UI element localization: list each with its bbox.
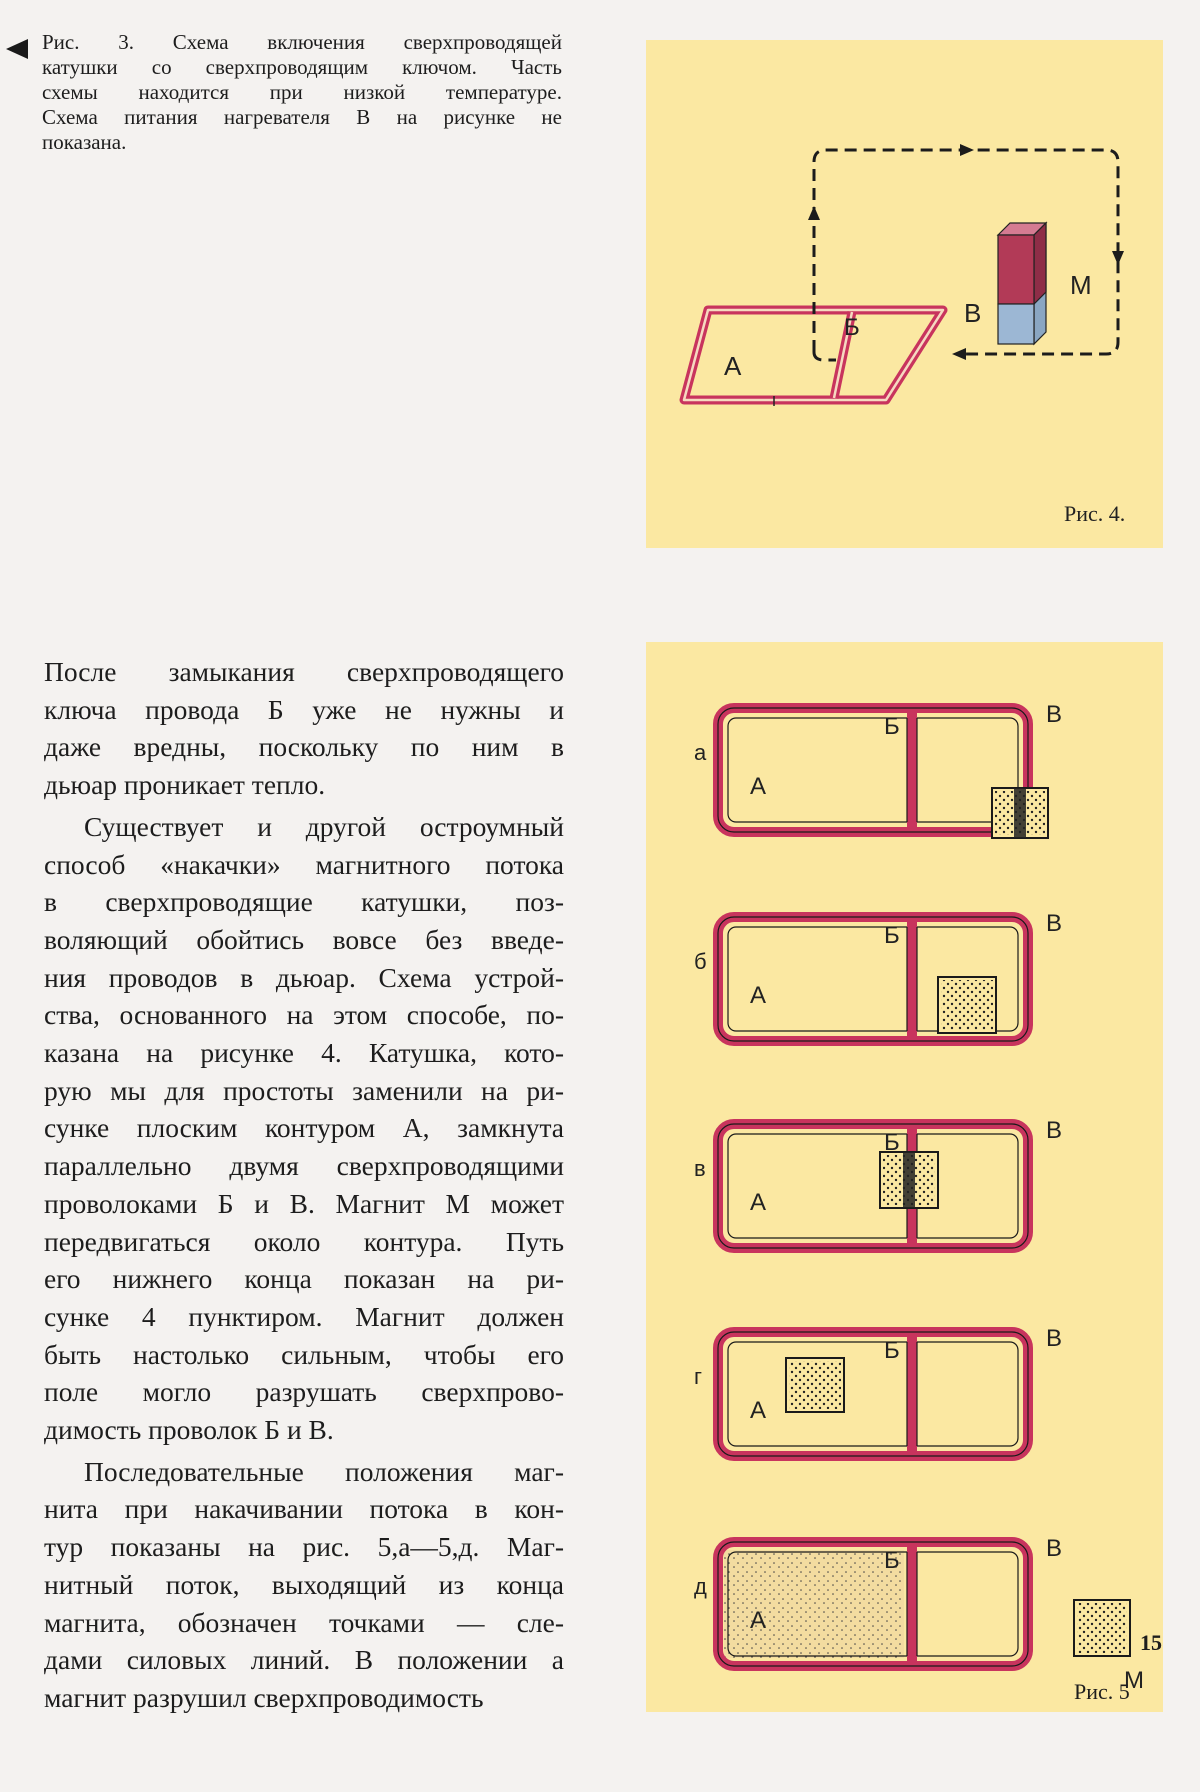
wire-b	[907, 1334, 917, 1454]
label-b: Б	[884, 1337, 900, 1364]
text-line: дьюар проникает тепло.	[44, 769, 326, 801]
magnet-m	[998, 223, 1046, 344]
fig5-row-1	[694, 910, 1062, 1041]
arrow-down-icon	[1112, 251, 1124, 265]
caption-line: катушки со сверхпроводящим ключом. Часть	[42, 55, 562, 79]
figure-3-caption	[42, 30, 562, 155]
label-v: В	[1046, 1535, 1063, 1562]
fig5-row-0	[694, 701, 1062, 838]
label-v: В	[1046, 1325, 1063, 1352]
fig5-row-2	[694, 1117, 1062, 1248]
text-line: параллельно двумя сверхпроводящими	[44, 1150, 564, 1182]
arrow-right-icon	[960, 144, 974, 156]
loop-outline	[718, 1332, 1028, 1456]
label-a: А	[750, 773, 767, 800]
wire-b	[907, 919, 917, 1039]
label-v: В	[964, 298, 982, 328]
label-v: В	[1046, 910, 1063, 937]
label-b: Б	[844, 314, 860, 341]
text-line: его нижнего конца показан на ри-	[44, 1263, 564, 1295]
caption-line: Рис. 3. Схема включения сверхпроводящей	[42, 30, 562, 54]
text-line: дами силовых линий. В положении а	[44, 1644, 564, 1676]
label-a: А	[750, 1189, 767, 1216]
paragraph	[44, 808, 564, 1449]
label-v: В	[1046, 701, 1063, 728]
figure-5-label: Рис. 5	[1074, 1679, 1130, 1704]
article-body	[44, 653, 564, 1717]
label-b: Б	[884, 1547, 900, 1574]
figure-5-panel	[646, 642, 1163, 1712]
text-line: нитный поток, выходящий из конца	[44, 1568, 564, 1600]
text-line: Существует и другой остроумный	[84, 810, 564, 842]
fig5-row-4	[694, 1535, 1144, 1694]
text-line: рую мы для простоты заменили на ри-	[44, 1074, 564, 1106]
label-b: Б	[884, 1129, 900, 1156]
text-line: магнита, обозначен точками — сле-	[44, 1606, 564, 1638]
text-line: сунке плоским контуром А, замкнута	[44, 1112, 564, 1144]
text-line: Последовательные положения маг-	[84, 1455, 564, 1487]
text-line: После замыкания сверхпроводящего	[44, 656, 564, 687]
text-line: даже вредны, поскольку по ним в	[44, 731, 564, 763]
text-line: ства, основанного на этом способе, по-	[44, 999, 564, 1031]
arrow-left-icon	[952, 348, 966, 360]
left-pointer-icon	[4, 38, 30, 60]
paragraph	[44, 1453, 564, 1717]
text-line: способ «накачки» магнитного потока	[44, 848, 564, 880]
page-number: 15	[1140, 1630, 1162, 1655]
row-letter: б	[694, 949, 707, 974]
text-line: в сверхпроводящие катушки, поз-	[44, 886, 564, 918]
text-line: димость проволок Б и В.	[44, 1414, 334, 1446]
text-line: быть настолько сильным, чтобы его	[44, 1338, 564, 1370]
row-letter: в	[694, 1156, 706, 1181]
text-line: нита при накачивании потока в кон-	[44, 1493, 564, 1525]
wire-b	[907, 710, 917, 830]
label-b: Б	[884, 713, 900, 740]
row-letter: д	[694, 1574, 707, 1599]
flux-dots	[724, 1550, 904, 1658]
figure-4-panel	[646, 40, 1163, 548]
label-m: М	[1070, 270, 1092, 300]
caption-line: показана.	[42, 130, 127, 154]
row-letter: г	[694, 1364, 703, 1389]
text-line: поле могло разрушать сверхпрово-	[44, 1376, 564, 1408]
label-a: А	[724, 351, 742, 381]
paragraph	[44, 653, 564, 804]
text-line: сунке 4 пунктиром. Магнит должен	[44, 1300, 564, 1332]
text-line: ния проводов в дьюар. Схема устрой-	[44, 961, 564, 993]
figure-5-diagram	[646, 642, 1163, 1712]
loop-outline	[718, 1124, 1028, 1248]
fig5-row-3	[694, 1325, 1062, 1456]
label-m: М	[1124, 1667, 1144, 1694]
text-line: ключа провода Б уже не нужны и	[44, 693, 564, 725]
label-a: А	[750, 982, 767, 1009]
figure-4-diagram	[646, 40, 1163, 548]
text-line: тур показаны на рис. 5,а—5,д. Маг-	[44, 1531, 564, 1563]
text-line: проволоками Б и В. Магнит М может	[44, 1187, 564, 1219]
figure-4-label: Рис. 4.	[1064, 501, 1126, 526]
text-line: передвигаться около контура. Путь	[44, 1225, 564, 1257]
wire-b	[907, 1544, 917, 1664]
caption-line: Схема питания нагревателя В на рисунке не	[42, 105, 562, 129]
text-line: воляющий обойтись вовсе без введе-	[44, 923, 564, 955]
label-a: А	[750, 1397, 767, 1424]
text-line: казана на рисунке 4. Катушка, кото-	[44, 1037, 564, 1069]
arrow-up-icon	[808, 206, 820, 220]
label-v: В	[1046, 1117, 1063, 1144]
text-line: магнит разрушил сверхпроводимость	[44, 1681, 484, 1713]
caption-line: схемы находится при низкой температуре.	[42, 80, 562, 104]
row-letter: а	[694, 740, 707, 765]
loop-outline	[718, 708, 1028, 832]
label-b: Б	[884, 922, 900, 949]
label-a: А	[750, 1607, 767, 1634]
